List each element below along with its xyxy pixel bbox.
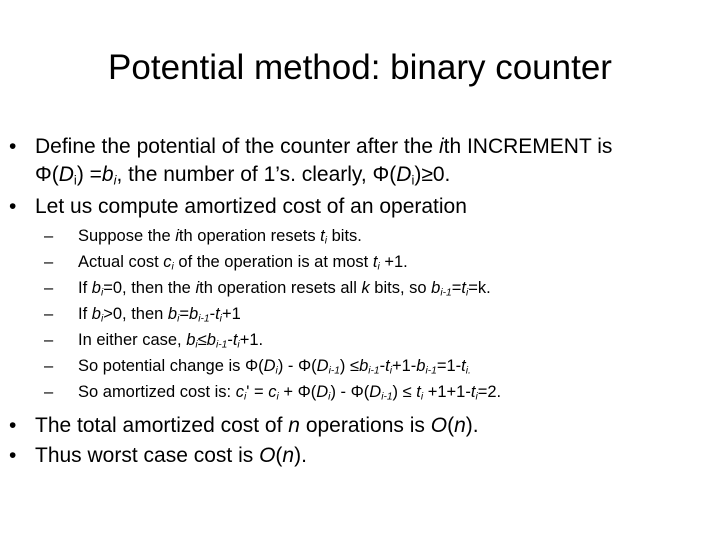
math-variable: i — [175, 227, 179, 245]
math-variable: k — [361, 279, 370, 297]
math-variable: D — [263, 357, 276, 375]
text-run: So amortized cost is: — [78, 383, 236, 401]
text-run: Let us compute amortized cost of an operation — [35, 195, 467, 218]
text-run: ) ≤ — [339, 357, 360, 375]
bullet-potential-definition — [0, 133, 720, 189]
math-variable: n — [454, 414, 466, 437]
math-variable: c — [163, 253, 172, 271]
bullet-total-amortized-cost — [0, 412, 720, 440]
text-run: )≥0. — [414, 163, 451, 186]
math-variable: b — [91, 279, 101, 297]
bullet-marker: • — [9, 414, 17, 437]
subbullet-item — [0, 328, 720, 352]
math-variable: D — [369, 383, 382, 401]
subscript-text: i — [377, 261, 380, 273]
math-variable: D — [316, 383, 329, 401]
subscript-text: i. — [465, 365, 471, 377]
subscript-text: i-1 — [368, 365, 380, 377]
subscript-text: i-1 — [440, 287, 452, 299]
text-run: ) - Φ( — [277, 357, 317, 375]
subscript-text: i — [171, 261, 174, 273]
bullet-marker: • — [9, 135, 17, 158]
text-run: ). — [465, 414, 479, 437]
subbullet-item — [0, 302, 720, 326]
bullet-marker: • — [9, 444, 17, 467]
subbullet-marker: – — [44, 253, 54, 271]
subscript — [329, 366, 340, 377]
text-run: = — [179, 305, 190, 323]
text-run: Thus worst case cost is — [35, 444, 260, 467]
text-run: =0, then the — [103, 279, 196, 297]
slide-title: Potential method: binary counter — [108, 48, 612, 87]
text-run: operations is — [299, 414, 431, 437]
text-run: +1- — [391, 357, 417, 375]
math-variable: D — [58, 163, 74, 186]
subscript: i — [73, 172, 77, 188]
subscript-text: i — [177, 313, 180, 325]
math-variable: i — [438, 135, 444, 158]
bullet-text — [35, 412, 707, 440]
bullet-text-line-1 — [35, 133, 707, 161]
subscript-text: i — [324, 235, 328, 247]
bullet-text-line-2 — [35, 161, 707, 189]
subscript-text: i — [328, 391, 331, 403]
bullet-marker: • — [9, 195, 17, 218]
math-variable: b — [206, 331, 216, 349]
text-run: ) - Φ( — [330, 383, 370, 401]
subscript: i — [411, 172, 415, 188]
math-variable: b — [91, 305, 101, 323]
math-variable: t — [385, 357, 390, 375]
text-run: =k. — [468, 279, 491, 297]
math-variable: t — [320, 227, 325, 245]
math-variable: O — [430, 414, 448, 437]
bullet-worst-case-cost — [0, 442, 720, 470]
math-variable: b — [186, 331, 196, 349]
text-run: ≤ — [197, 331, 207, 349]
subbullet-text — [78, 354, 708, 378]
math-variable: b — [359, 357, 369, 375]
subscript — [425, 366, 436, 377]
subbullet-text — [78, 328, 708, 352]
subbullet-text — [78, 380, 708, 404]
text-run: +1 — [221, 305, 241, 323]
subbullet-item — [0, 354, 720, 378]
text-run: = — [451, 279, 462, 297]
subscript — [368, 366, 379, 377]
subscript-text: i — [243, 391, 247, 403]
subscript — [466, 366, 471, 377]
math-variable: b — [189, 305, 199, 323]
text-run: =1- — [436, 357, 462, 375]
math-variable: O — [259, 444, 276, 467]
subscript-text: i-1 — [198, 313, 210, 325]
text-run: +1. — [239, 331, 264, 349]
text-run: +1+1- — [423, 383, 471, 401]
text-run: ) = — [76, 163, 102, 186]
math-variable: b — [101, 163, 114, 186]
subscript — [198, 314, 209, 325]
subbullet-marker: – — [44, 357, 54, 375]
math-variable: n — [282, 444, 295, 467]
text-run: th INCREMENT is — [443, 135, 613, 158]
subbullet-text — [78, 224, 708, 248]
bullet-text — [35, 193, 707, 221]
math-variable: n — [288, 414, 300, 437]
text-run: + Φ( — [278, 383, 317, 401]
subbullet-marker: – — [44, 227, 54, 245]
bullet-amortized-intro — [0, 193, 720, 221]
text-run: =2. — [477, 383, 502, 401]
subbullet-item — [0, 224, 720, 248]
text-run: ( — [275, 444, 283, 467]
text-run: Actual cost — [78, 253, 164, 271]
subscript-text: i — [389, 365, 392, 377]
subscript-text: i-1 — [215, 339, 228, 351]
math-variable: t — [232, 331, 238, 349]
subscript-text: i — [475, 391, 478, 403]
text-run: So potential change is Φ( — [78, 357, 264, 375]
text-run: ) ≤ — [392, 383, 417, 401]
text-run: The total amortized cost of — [35, 414, 289, 437]
text-run: Suppose the — [78, 227, 176, 245]
text-run: , the number of 1’s. clearly, Φ( — [116, 163, 397, 186]
subscript-text: i-1 — [425, 365, 437, 377]
subbullet-marker: – — [44, 279, 54, 297]
math-variable: t — [416, 383, 421, 401]
subbullet-marker: – — [44, 383, 54, 401]
text-run: th operation resets — [178, 227, 321, 245]
text-run: bits. — [327, 227, 362, 245]
text-run: of the operation is at most — [173, 253, 373, 271]
text-run: Φ( — [35, 163, 59, 186]
text-run: th operation resets all — [199, 279, 362, 297]
subbullet-item — [0, 276, 720, 300]
subscript-text: i — [420, 391, 424, 403]
subbullet-text — [78, 276, 708, 300]
math-variable: t — [470, 383, 476, 401]
text-run: +1. — [379, 253, 408, 271]
math-variable: t — [461, 357, 466, 375]
subscript-text: i — [100, 287, 104, 299]
math-variable: b — [416, 357, 426, 375]
subscript-text: i — [465, 287, 469, 299]
math-variable: t — [461, 279, 466, 297]
text-run: In either case, — [78, 331, 187, 349]
text-run: >0, then — [103, 305, 168, 323]
subscript-text: i — [113, 172, 117, 188]
math-variable: D — [316, 357, 329, 375]
math-variable: c — [235, 383, 244, 401]
subscript — [381, 392, 392, 403]
subbullet-text — [78, 302, 708, 326]
subbullet-item — [0, 380, 720, 404]
math-variable: c — [268, 383, 277, 401]
math-variable: b — [167, 305, 178, 323]
text-run: - — [379, 357, 386, 375]
subscript-text: i-1 — [381, 391, 393, 403]
text-run: ( — [447, 414, 455, 437]
text-run: If — [78, 279, 92, 297]
subbullet-text — [78, 250, 708, 274]
subbullet-marker: – — [44, 305, 54, 323]
text-run: - — [209, 305, 216, 323]
text-run: bits, so — [369, 279, 432, 297]
subscript-text: i — [237, 339, 240, 351]
subscript-text: i — [195, 339, 198, 351]
text-run: If — [78, 305, 92, 323]
subbullet-marker: – — [44, 331, 54, 349]
subscript — [216, 340, 227, 351]
text-run: - — [227, 331, 233, 349]
subscript-text: i-1 — [328, 365, 340, 377]
subscript-text: i — [100, 313, 104, 325]
text-run: Define the potential of the counter after the — [35, 135, 439, 158]
bullet-text — [35, 442, 707, 470]
text-run: ' = — [246, 383, 269, 401]
subscript-text: i — [219, 313, 222, 325]
text-run: ). — [294, 444, 307, 467]
math-variable: t — [372, 253, 378, 271]
math-variable: D — [396, 163, 412, 186]
subbullet-item — [0, 250, 720, 274]
subscript-text: i — [276, 391, 279, 403]
subscript-text: i — [275, 365, 278, 377]
subscript — [440, 288, 451, 299]
math-variable: t — [215, 305, 220, 323]
math-variable: b — [431, 279, 441, 297]
math-variable: i — [195, 279, 200, 297]
